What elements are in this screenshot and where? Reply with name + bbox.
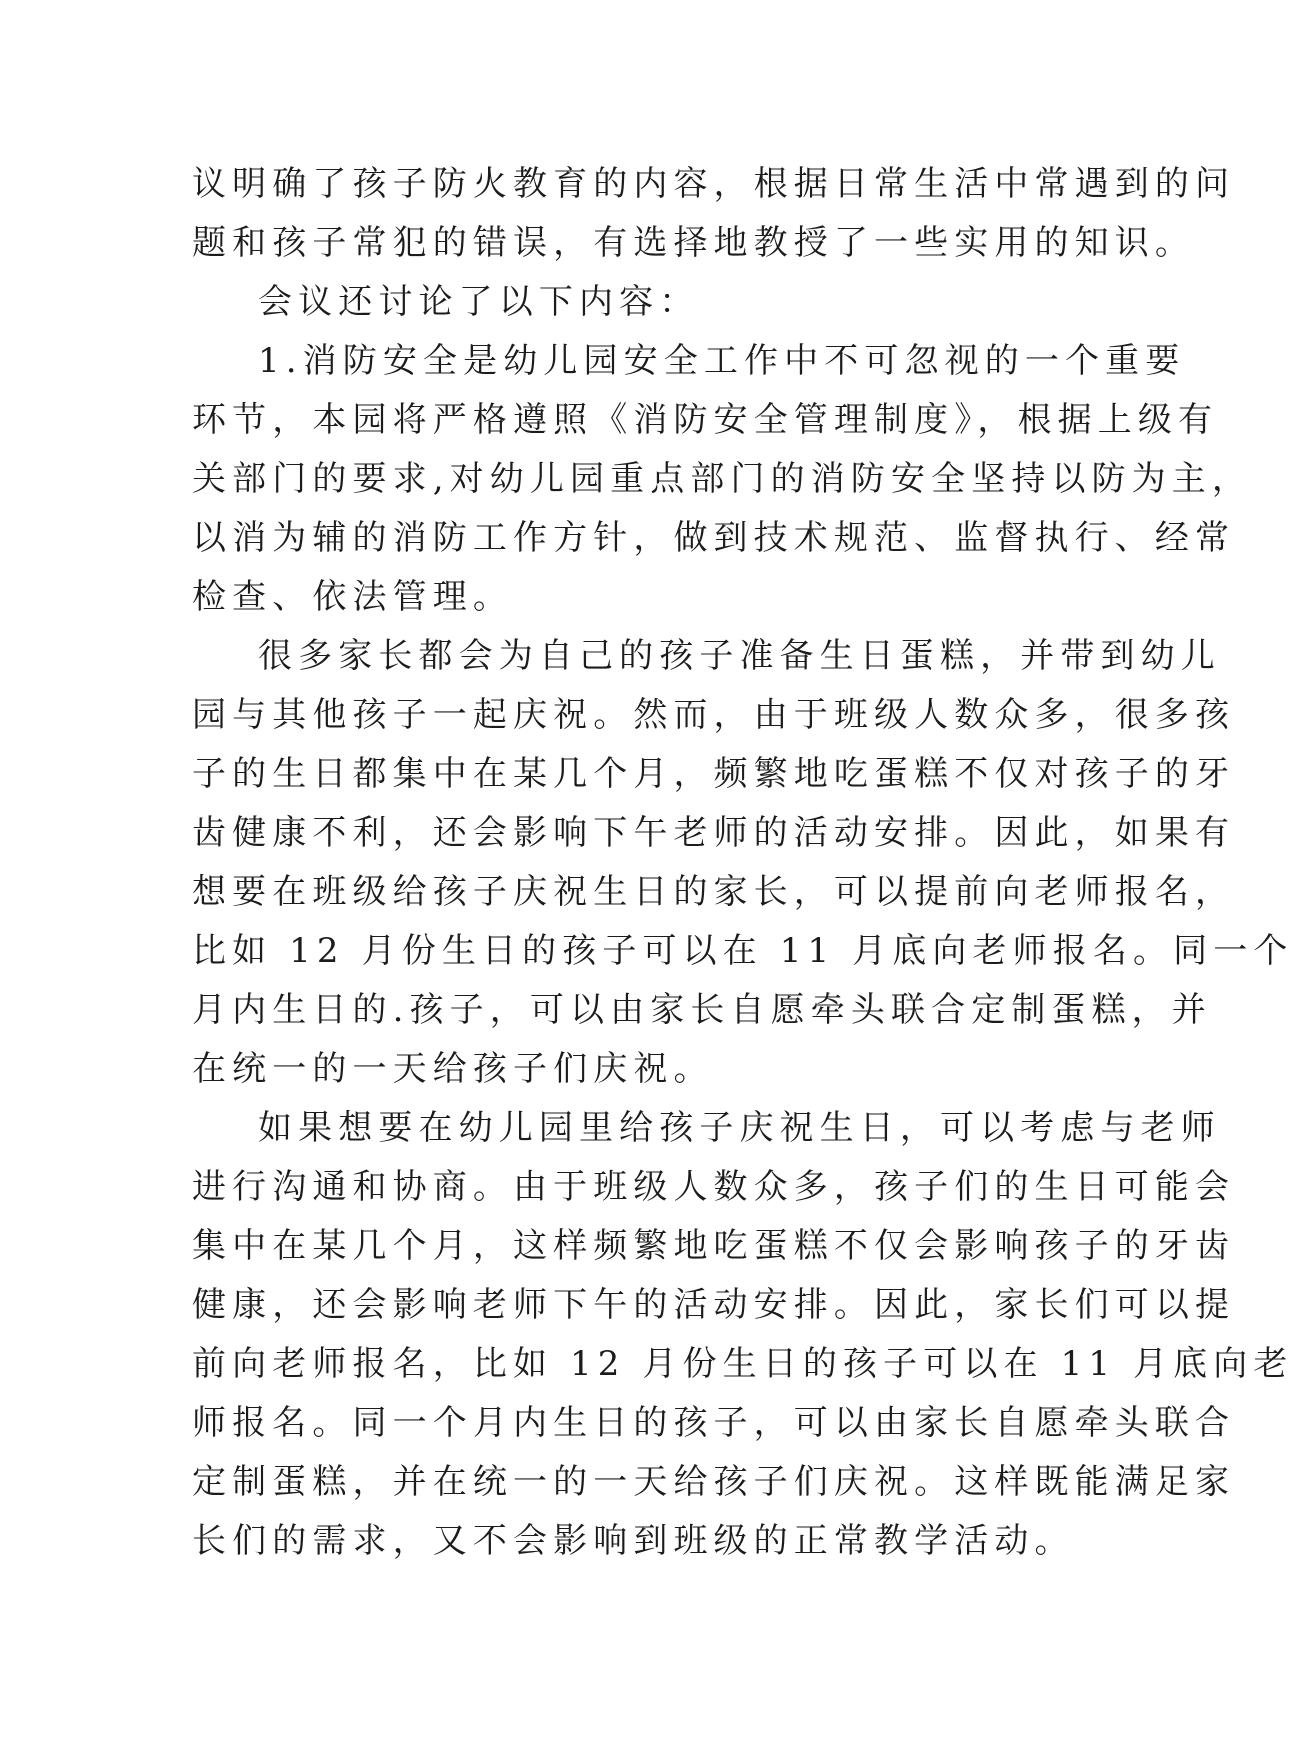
text-line: 以消为辅的消防工作方针，做到技术规范、监督执行、经常 xyxy=(192,518,1236,558)
text-line: 会议还讨论了以下内容： xyxy=(258,282,700,322)
text-line: 想要在班级给孩子庆祝生日的家长，可以提前向老师报名， xyxy=(192,872,1236,912)
text-line: 子的生日都集中在某几个月，频繁地吃蛋糕不仅对孩子的牙 xyxy=(192,754,1236,794)
text-line: 集中在某几个月，这样频繁地吃蛋糕不仅会影响孩子的牙齿 xyxy=(192,1226,1236,1266)
text-line: 检查、依法管理。 xyxy=(192,577,513,617)
text-line: 月内生日的.孩子，可以由家长自愿牵头联合定制蛋糕，并 xyxy=(192,990,1212,1030)
text-line: 长们的需求，又不会影响到班级的正常教学活动。 xyxy=(192,1521,1075,1561)
text-line: 齿健康不利，还会影响下午老师的活动安排。因此，如果有 xyxy=(192,813,1236,853)
text-line: 在统一的一天给孩子们庆祝。 xyxy=(192,1049,714,1089)
text-line: 定制蛋糕，并在统一的一天给孩子们庆祝。这样既能满足家 xyxy=(192,1462,1236,1502)
text-line: 议明确了孩子防火教育的内容，根据日常生活中常遇到的问 xyxy=(192,164,1236,204)
text-line: 1.消防安全是幼儿园安全工作中不可忽视的一个重要 xyxy=(258,341,1186,381)
text-line: 师报名。同一个月内生日的孩子，可以由家长自愿牵头联合 xyxy=(192,1403,1236,1443)
text-line: 园与其他孩子一起庆祝。然而，由于班级人数众多，很多孩 xyxy=(192,695,1236,735)
text-line: 很多家长都会为自己的孩子准备生日蛋糕，并带到幼儿 xyxy=(258,636,1221,676)
text-line: 环节，本园将严格遵照《消防安全管理制度》，根据上级有 xyxy=(192,400,1219,440)
text-line: 健康，还会影响老师下午的活动安排。因此，家长们可以提 xyxy=(192,1285,1236,1325)
text-line: 进行沟通和协商。由于班级人数众多，孩子们的生日可能会 xyxy=(192,1167,1236,1207)
text-line: 比如 12 月份生日的孩子可以在 11 月底向老师报名。同一个 xyxy=(192,931,1293,971)
text-line: 关部门的要求,对幼儿园重点部门的消防安全坚持以防为主， xyxy=(192,459,1253,499)
text-line: 如果想要在幼儿园里给孩子庆祝生日，可以考虑与老师 xyxy=(258,1108,1221,1148)
text-line: 题和孩子常犯的错误，有选择地教授了一些实用的知识。 xyxy=(192,223,1195,263)
text-line: 前向老师报名，比如 12 月份生日的孩子可以在 11 月底向老 xyxy=(192,1344,1293,1384)
